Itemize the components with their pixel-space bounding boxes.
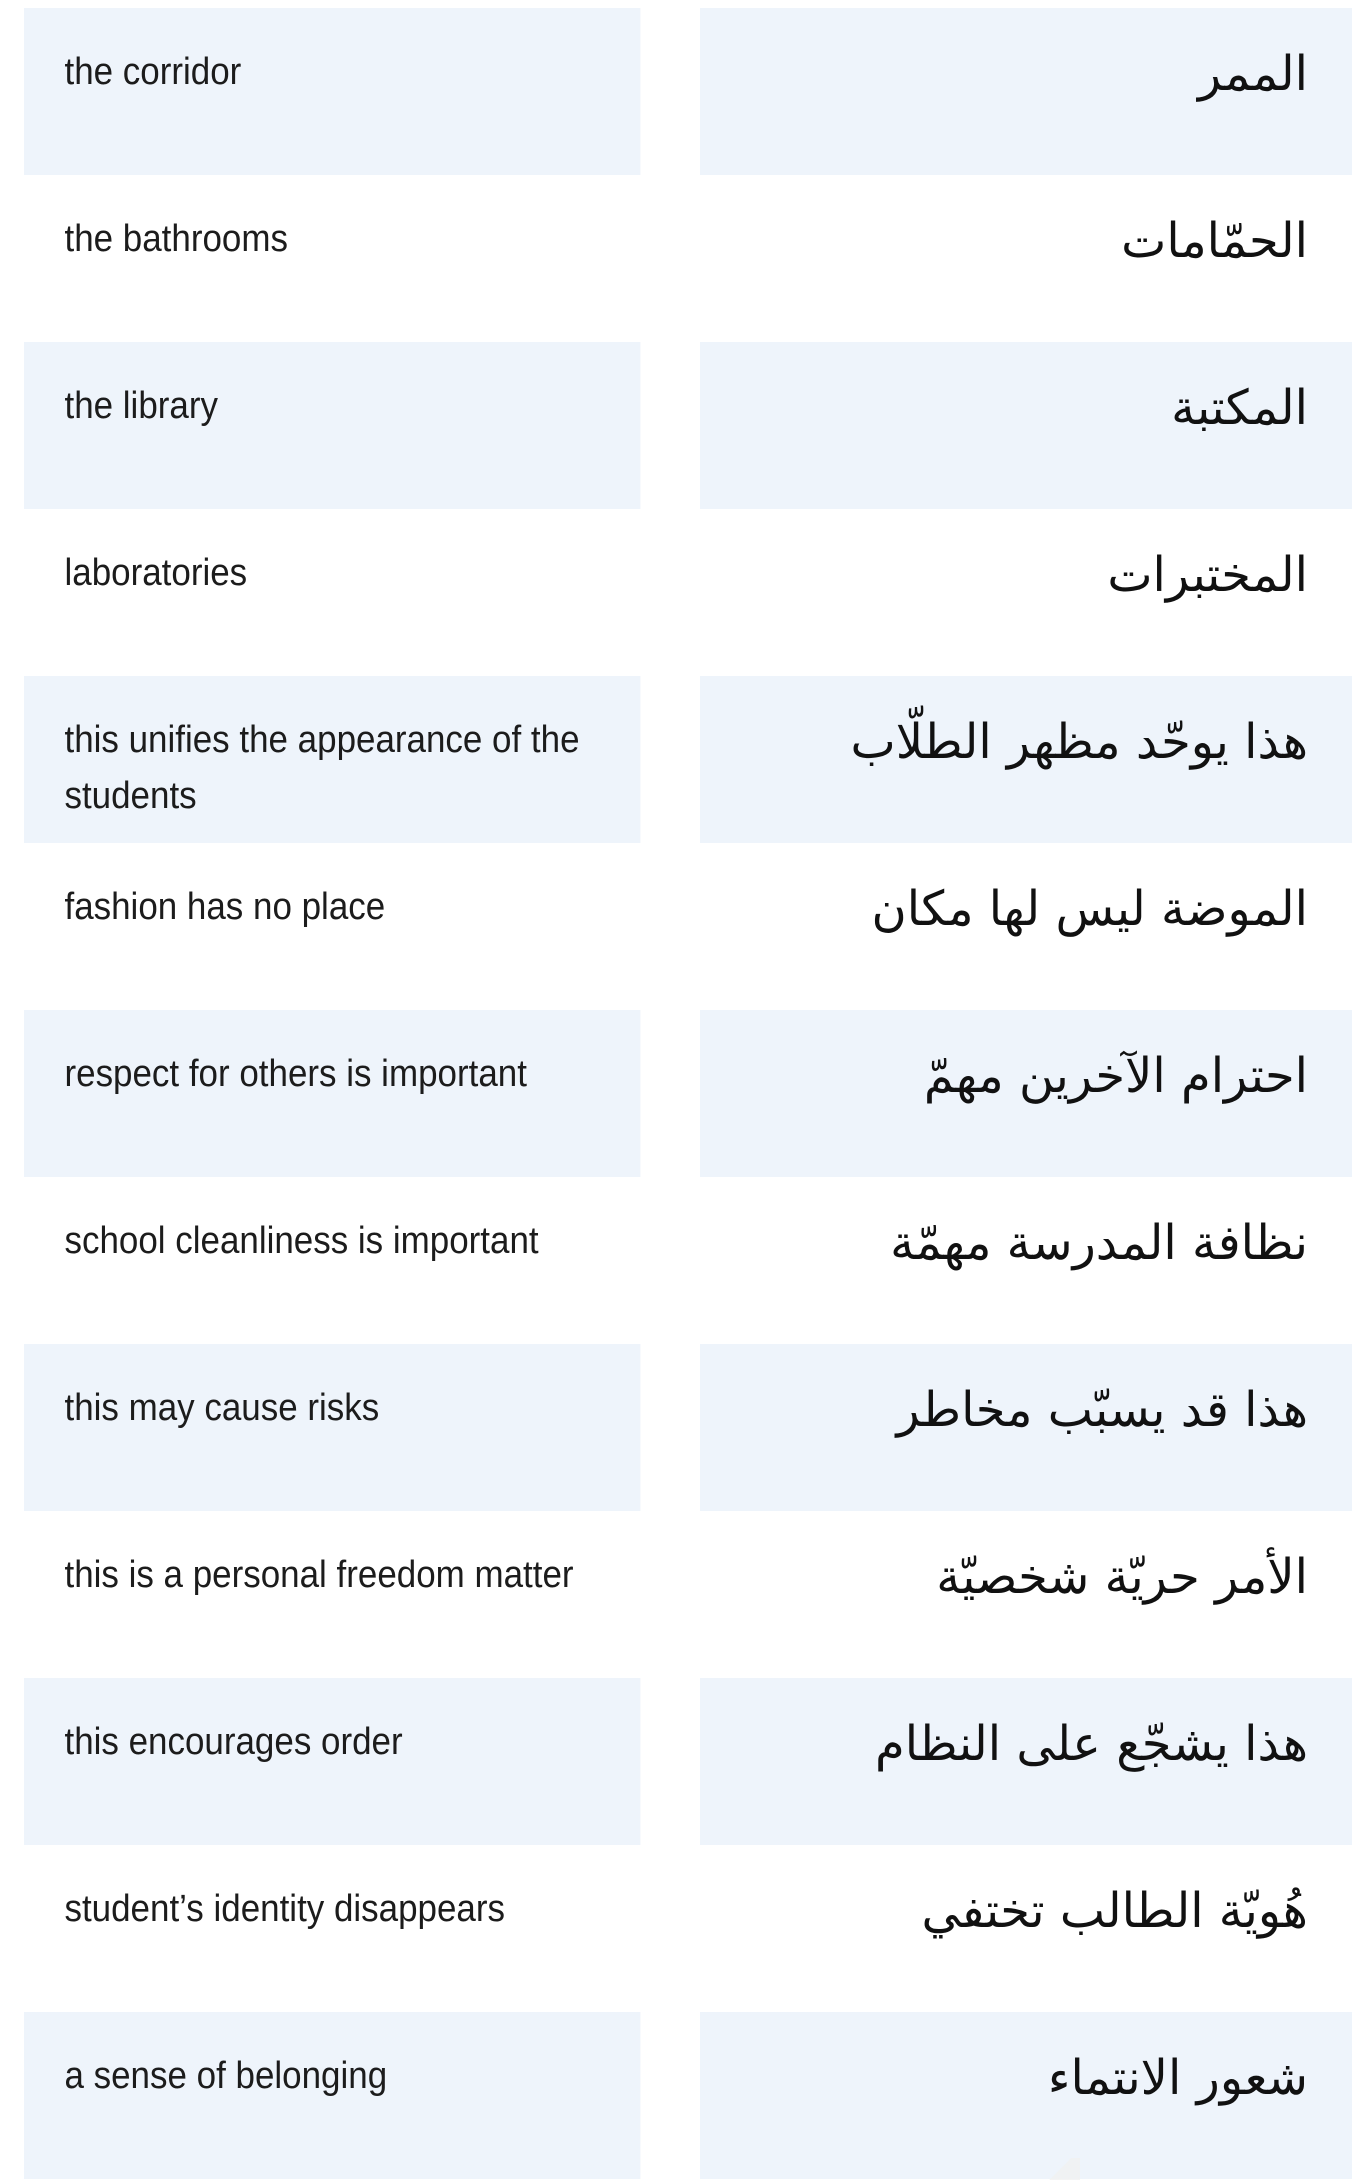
arabic-phrase: احترام الآخرين مهمّ <box>700 1010 1352 1177</box>
arabic-phrase: الموضة ليس لها مكان <box>871 881 1308 937</box>
page-corner-decoration <box>1040 2158 1080 2180</box>
table-row <box>24 843 1352 1010</box>
arabic-phrase: المختبرات <box>1107 547 1308 603</box>
english-phrase: the corridor <box>24 8 640 175</box>
english-phrase: student’s identity disappears <box>64 1888 506 1930</box>
english-phrase: a sense of belonging <box>24 2012 640 2179</box>
arabic-phrase: الممر <box>700 8 1352 175</box>
english-phrase: laboratories <box>64 552 248 594</box>
table-row <box>24 1177 1352 1344</box>
english-phrase: respect for others is important <box>24 1010 640 1177</box>
table-row <box>24 1678 1352 1845</box>
arabic-phrase: نظافة المدرسة مهمّة <box>890 1215 1308 1271</box>
table-row <box>24 1845 1352 2012</box>
table-row <box>24 1344 1352 1511</box>
arabic-phrase: شعور الانتماء <box>700 2012 1352 2179</box>
arabic-phrase: الحمّامات <box>1121 213 1308 269</box>
english-phrase: this unifies the appearance of the students <box>24 676 640 843</box>
english-phrase: fashion has no place <box>64 886 386 928</box>
english-phrase: school cleanliness is important <box>64 1220 539 1262</box>
table-row <box>24 8 1352 175</box>
arabic-phrase: هذا قد يسبّب مخاطر <box>700 1344 1352 1511</box>
english-phrase: the library <box>24 342 640 509</box>
table-row <box>24 1511 1352 1678</box>
table-row <box>24 175 1352 342</box>
table-row <box>24 2012 1352 2179</box>
english-phrase: this is a personal freedom matter <box>64 1554 574 1596</box>
arabic-phrase: المكتبة <box>700 342 1352 509</box>
english-phrase: this may cause risks <box>24 1344 640 1511</box>
table-row <box>24 676 1352 843</box>
english-phrase: this encourages order <box>24 1678 640 1845</box>
table-row <box>24 509 1352 676</box>
vocabulary-table <box>24 8 1352 2179</box>
arabic-phrase: هُويّة الطالب تختفي <box>921 1883 1308 1939</box>
table-row <box>24 1010 1352 1177</box>
arabic-phrase: هذا يوحّد مظهر الطلّاب <box>700 676 1352 843</box>
arabic-phrase: الأمر حريّة شخصيّة <box>936 1549 1308 1605</box>
table-row <box>24 342 1352 509</box>
arabic-phrase: هذا يشجّع على النظام <box>700 1678 1352 1845</box>
english-phrase: the bathrooms <box>64 218 288 260</box>
